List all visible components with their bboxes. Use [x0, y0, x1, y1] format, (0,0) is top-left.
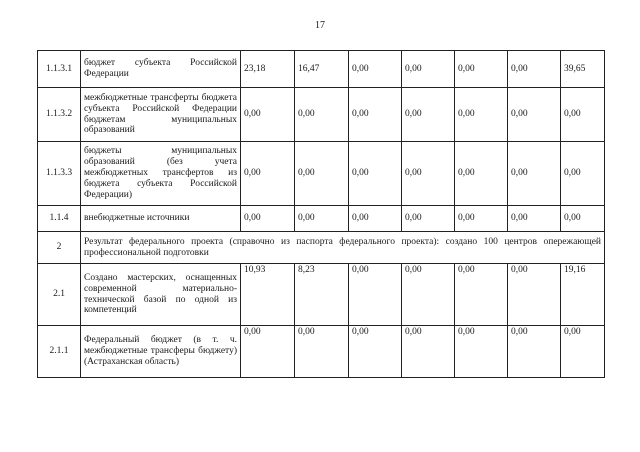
table-row	[38, 142, 605, 206]
table-row	[38, 88, 605, 142]
row-code: 2.1	[38, 264, 81, 326]
row-value: 0,00	[508, 142, 561, 206]
page-number: 17	[315, 20, 325, 31]
row-value: 8,23	[295, 264, 349, 326]
row-code: 1.1.3.2	[38, 88, 81, 142]
row-value: 0,00	[241, 142, 295, 206]
row-value: 0,00	[455, 142, 508, 206]
row-description: Федеральный бюджет (в т. ч. межбюджетные трансферы бюджету) (Астраханская область)	[81, 326, 241, 378]
row-value: 0,00	[402, 88, 455, 142]
row-value: 0,00	[349, 326, 402, 378]
row-code: 1.1.4	[38, 206, 81, 232]
row-value: 0,00	[241, 88, 295, 142]
row-value: 0,00	[402, 142, 455, 206]
section-text: Результат федерального проекта (справочно из паспорта федерального проекта): создано 100 центров опережающей профессиональной подготовки	[81, 232, 605, 264]
row-code: 2.1.1	[38, 326, 81, 378]
row-value: 23,18	[241, 51, 295, 88]
row-value: 0,00	[402, 51, 455, 88]
table-row	[38, 206, 605, 232]
row-value: 10,93	[241, 264, 295, 326]
row-value: 0,00	[402, 326, 455, 378]
section-code: 2	[38, 232, 81, 264]
row-value: 0,00	[402, 264, 455, 326]
table-row	[38, 326, 605, 378]
row-value: 0,00	[455, 51, 508, 88]
row-value: 0,00	[349, 88, 402, 142]
row-value: 19,16	[561, 264, 605, 326]
row-value: 0,00	[295, 142, 349, 206]
row-value: 0,00	[349, 206, 402, 232]
row-description: Создано мастерских, оснащенных современной материально-технической базой по одной из компетенций	[81, 264, 241, 326]
row-value: 0,00	[508, 51, 561, 88]
row-value: 0,00	[455, 326, 508, 378]
row-value: 0,00	[241, 326, 295, 378]
row-code: 1.1.3.1	[38, 51, 81, 88]
row-value: 0,00	[455, 206, 508, 232]
row-value: 0,00	[402, 206, 455, 232]
row-value: 0,00	[508, 88, 561, 142]
row-value: 0,00	[349, 264, 402, 326]
row-value: 39,65	[561, 51, 605, 88]
row-description: бюджеты муниципальных образований (без учета межбюджетных трансфертов из бюджета субъекта Российской Федерации)	[81, 142, 241, 206]
row-value: 0,00	[241, 206, 295, 232]
table-row	[38, 264, 605, 326]
section-row	[38, 232, 605, 264]
row-description: внебюджетные источники	[81, 206, 241, 232]
row-value: 16,47	[295, 51, 349, 88]
budget-table	[37, 50, 605, 378]
row-code: 1.1.3.3	[38, 142, 81, 206]
row-value: 0,00	[561, 206, 605, 232]
row-description: межбюджетные трансферты бюджета субъекта Российской Федерации бюджетам муниципальных образований	[81, 88, 241, 142]
row-value: 0,00	[349, 142, 402, 206]
row-value: 0,00	[349, 51, 402, 88]
row-value: 0,00	[508, 206, 561, 232]
row-value: 0,00	[508, 264, 561, 326]
row-value: 0,00	[455, 88, 508, 142]
row-value: 0,00	[508, 326, 561, 378]
row-value: 0,00	[561, 326, 605, 378]
row-value: 0,00	[295, 88, 349, 142]
table-row	[38, 51, 605, 88]
row-value: 0,00	[455, 264, 508, 326]
row-description: бюджет субъекта Российской Федерации	[81, 51, 241, 88]
row-value: 0,00	[561, 142, 605, 206]
row-value: 0,00	[295, 326, 349, 378]
row-value: 0,00	[561, 88, 605, 142]
row-value: 0,00	[295, 206, 349, 232]
